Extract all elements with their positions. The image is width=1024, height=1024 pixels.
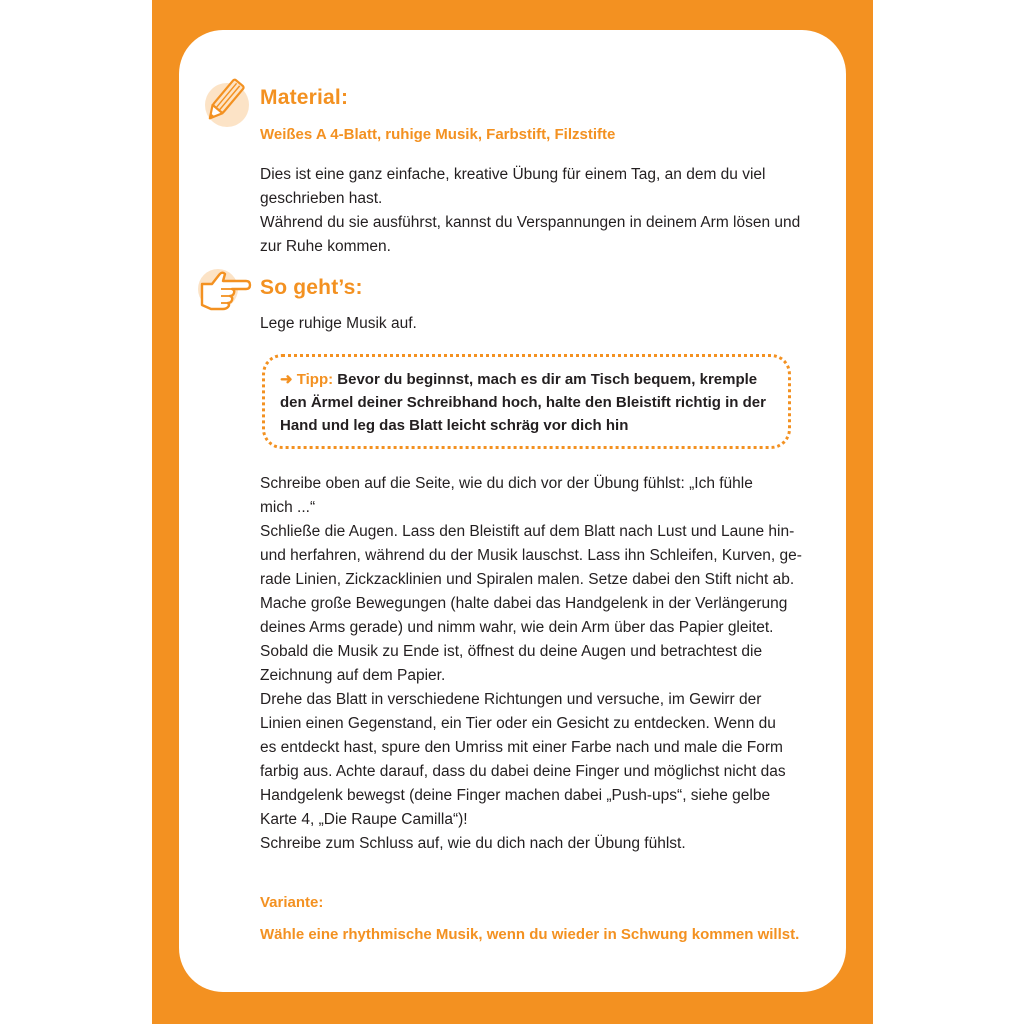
text-line: Drehe das Blatt in verschiedene Richtungen und versuche, im Gewirr der (260, 691, 762, 708)
text-line: rade Linien, Zickzacklinien und Spiralen malen. Setze dabei den Stift nicht ab. (260, 571, 795, 588)
pencil-icon (196, 72, 254, 130)
variant-section (260, 887, 799, 951)
text-line: Zeichnung auf dem Papier. (260, 667, 446, 684)
variant-heading: Variante: (260, 894, 324, 911)
tip-line (280, 368, 766, 391)
text-line: geschrieben hast. (260, 190, 383, 207)
material-intro (260, 163, 800, 259)
text-line: Schreibe oben auf die Seite, wie du dich vor der Übung fühlst: „Ich fühle (260, 475, 753, 492)
tip-line: Hand und leg das Blatt leicht schräg vor dich hin (280, 417, 629, 434)
text-line: Linien einen Gegenstand, ein Tier oder ein Gesicht zu entdecken. Wenn du (260, 715, 776, 732)
text-line: Während du sie ausführst, kannst du Verspannungen in deinem Arm lösen und (260, 214, 801, 231)
text-line: deines Arms gerade) und nimm wahr, wie dein Arm über das Papier gleitet. (260, 619, 774, 636)
text-line: Mache große Bewegungen (halte dabei das Handgelenk in der Verlängerung (260, 595, 788, 612)
text-line: Sobald die Musik zu Ende ist, öffnest du deine Augen und betrachtest die (260, 643, 763, 660)
text-line: Schließe die Augen. Lass den Bleistift auf dem Blatt nach Lust und Laune hin- (260, 523, 795, 540)
tip-line-text: Bevor du beginnst, mach es dir am Tisch bequem, kremple (333, 371, 758, 388)
material-heading: Material: (260, 86, 349, 109)
tip-line: den Ärmel deiner Schreibhand hoch, halte den Bleistift richtig in der (280, 394, 766, 411)
text-line: Lege ruhige Musik auf. (260, 315, 417, 332)
text-line: mich ...“ (260, 499, 316, 516)
text-line: Handgelenk bewegst (deine Finger machen dabei „Push-ups“, siehe gelbe (260, 787, 771, 804)
text-line: Dies ist eine ganz einfache, kreative Übung für einem Tag, an dem du viel (260, 166, 766, 183)
text-line: farbig aus. Achte darauf, dass du dabei deine Finger und möglichst nicht das (260, 763, 786, 780)
material-items: Weißes A 4-Blatt, ruhige Musik, Farbstift, Filzstifte (260, 126, 616, 143)
howto-instructions (260, 472, 802, 856)
text-line: zur Ruhe kommen. (260, 238, 391, 255)
pointing-hand-icon (196, 262, 254, 320)
variant-text: Wähle eine rhythmische Musik, wenn du wieder in Schwung kommen willst. (260, 926, 800, 943)
text-line: und herfahren, während du der Musik lauschst. Lass ihn Schleifen, Kurven, ge- (260, 547, 802, 564)
text-line: Schreibe zum Schluss auf, wie du dich nach der Übung fühlst. (260, 835, 686, 852)
howto-heading: So geht’s: (260, 276, 363, 299)
tip-label: ➜ Tipp: (280, 371, 334, 388)
text-line: Karte 4, „Die Raupe Camilla“)! (260, 811, 468, 828)
text-line: es entdeckt hast, spure den Umriss mit einer Farbe nach und male die Form (260, 739, 783, 756)
tip-text (280, 368, 766, 437)
howto-first-step (260, 312, 417, 336)
